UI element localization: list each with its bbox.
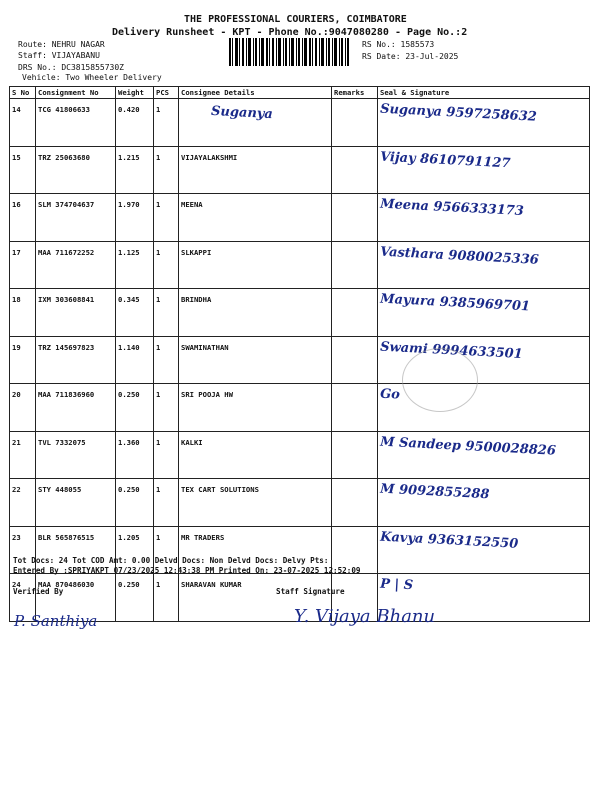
cell-pcs: 1 [154, 384, 179, 432]
verified-signature: P. Santhiya [14, 612, 98, 630]
cell-sno: 14 [10, 99, 36, 147]
cell-signature [378, 241, 590, 289]
cell-weight: 0.250 [116, 574, 154, 622]
delivery-stamp [402, 348, 478, 412]
cell-sno: 18 [10, 289, 36, 337]
col-consignee: Consignee Details [179, 87, 332, 99]
cell-signature [378, 146, 590, 194]
handwritten-signature: Swami 9994633501 [379, 339, 524, 362]
cell-signature [378, 431, 590, 479]
cell-consignee: MR TRADERS [179, 526, 332, 574]
table-row [10, 146, 590, 194]
cell-sno: 23 [10, 526, 36, 574]
cell-pcs: 1 [154, 431, 179, 479]
cell-sno: 24 [10, 574, 36, 622]
cell-consignment-no: IXM 303608841 [36, 289, 116, 337]
drs-number: DRS No.: DC3815855730Z [18, 63, 124, 72]
cell-consignment-no: MAA 711836960 [36, 384, 116, 432]
cell-signature [378, 289, 590, 337]
cell-consignment-no: BLR 565876515 [36, 526, 116, 574]
cell-pcs: 1 [154, 289, 179, 337]
cell-pcs: 1 [154, 574, 179, 622]
staff-label: Staff: VIJAYABANU [18, 51, 100, 60]
col-remarks: Remarks [332, 87, 378, 99]
verified-by-label: Verified By [13, 587, 64, 596]
cell-consignee: SRI POOJA HW [179, 384, 332, 432]
cell-consignment-no: TRZ 25063680 [36, 146, 116, 194]
cell-consignee: SWAMINATHAN [179, 336, 332, 384]
cell-consignment-no: TVL 7332075 [36, 431, 116, 479]
cell-weight: 1.125 [116, 241, 154, 289]
cell-remarks [332, 479, 378, 527]
cell-remarks [332, 289, 378, 337]
cell-pcs: 1 [154, 526, 179, 574]
runsheet-table [9, 86, 590, 622]
cell-remarks [332, 384, 378, 432]
handwritten-signature: Vijay 8610791127 [379, 149, 511, 171]
route-label: Route: NEHRU NAGAR [18, 40, 105, 49]
entered-by-line: Entered By :SPRIYAKPT 07/23/2025 12:43:38 PM Printed On: 23-07-2025 12:52:09 [13, 566, 361, 575]
cell-consignee [179, 99, 332, 147]
cell-remarks [332, 146, 378, 194]
col-pcs: PCS [154, 87, 179, 99]
cell-weight: 0.250 [116, 479, 154, 527]
rs-number: RS No.: 1585573 [362, 40, 435, 49]
handwritten-signature: Kavya 9363152550 [379, 529, 519, 552]
cell-sno: 22 [10, 479, 36, 527]
col-signature: Seal & Signature [378, 87, 590, 99]
cell-consignment-no: STY 448055 [36, 479, 116, 527]
cell-consignee: TEX CART SOLUTIONS [179, 479, 332, 527]
handwritten-signature: Mayura 9385969701 [379, 291, 531, 315]
table-row [10, 431, 590, 479]
cell-pcs: 1 [154, 479, 179, 527]
handwritten-consignee: Suganya [210, 103, 274, 123]
cell-sno: 19 [10, 336, 36, 384]
table-row [10, 99, 590, 147]
cell-consignment-no: SLM 374704637 [36, 194, 116, 242]
cell-sno: 21 [10, 431, 36, 479]
vehicle-label: Vehicle: Two Wheeler Delivery [22, 73, 162, 82]
cell-pcs: 1 [154, 146, 179, 194]
cell-pcs: 1 [154, 194, 179, 242]
cell-pcs: 1 [154, 336, 179, 384]
cell-weight: 1.360 [116, 431, 154, 479]
handwritten-signature: M 9092855288 [379, 481, 490, 503]
cell-weight: 1.205 [116, 526, 154, 574]
cell-weight: 0.345 [116, 289, 154, 337]
cell-signature [378, 194, 590, 242]
table-row [10, 241, 590, 289]
cell-consignment-no: MAA 870486030 [36, 574, 116, 622]
rs-date: RS Date: 23-Jul-2025 [362, 52, 459, 61]
handwritten-signature: Meena 9566333173 [379, 196, 525, 220]
staff-signature: Y. Vijaya Bhanu [294, 606, 436, 627]
cell-sno: 15 [10, 146, 36, 194]
cell-remarks [332, 431, 378, 479]
cell-consignee: KALKI [179, 431, 332, 479]
staff-signature-label: Staff Signature [276, 587, 345, 596]
cell-sno: 17 [10, 241, 36, 289]
cell-sno: 20 [10, 384, 36, 432]
handwritten-signature: Suganya 9597258632 [379, 101, 538, 125]
handwritten-signature: P | S [379, 576, 414, 594]
table-row [10, 194, 590, 242]
handwritten-signature: Go [379, 386, 401, 403]
cell-signature [378, 526, 590, 574]
cell-consignee: BRINDHA [179, 289, 332, 337]
cell-consignee: SHARAVAN KUMAR [179, 574, 332, 622]
cell-sno: 16 [10, 194, 36, 242]
totals-line: Tot Docs: 24 Tot COD Amt: 0.00 Delvd Docs: Non Delvd Docs: Delvy Pts: [13, 556, 329, 565]
table-row [10, 336, 590, 384]
cell-weight: 1.215 [116, 146, 154, 194]
table-row [10, 384, 590, 432]
col-consignment: Consignment No [36, 87, 116, 99]
col-sno: S No [10, 87, 36, 99]
table-header-row [10, 87, 590, 99]
runsheet-subtitle: Delivery Runsheet - KPT - Phone No.:9047080280 - Page No.:2 [112, 27, 468, 38]
cell-pcs: 1 [154, 241, 179, 289]
cell-weight: 1.140 [116, 336, 154, 384]
col-weight: Weight [116, 87, 154, 99]
cell-pcs: 1 [154, 99, 179, 147]
cell-consignee: MEENA [179, 194, 332, 242]
cell-consignment-no: TCG 41806633 [36, 99, 116, 147]
cell-remarks [332, 241, 378, 289]
cell-weight: 1.970 [116, 194, 154, 242]
table-row [10, 479, 590, 527]
handwritten-signature: M Sandeep 9500028826 [379, 434, 557, 459]
cell-consignee: VIJAYALAKSHMI [179, 146, 332, 194]
cell-signature [378, 99, 590, 147]
cell-consignment-no: MAA 711672252 [36, 241, 116, 289]
cell-remarks [332, 336, 378, 384]
cell-weight: 0.420 [116, 99, 154, 147]
cell-consignee: SLKAPPI [179, 241, 332, 289]
cell-remarks [332, 194, 378, 242]
barcode [229, 38, 349, 66]
cell-weight: 0.250 [116, 384, 154, 432]
handwritten-signature: Vasthara 9080025336 [379, 244, 540, 268]
cell-signature [378, 479, 590, 527]
company-name: THE PROFESSIONAL COURIERS, COIMBATORE [184, 14, 407, 25]
cell-remarks [332, 99, 378, 147]
cell-consignment-no: TRZ 145697823 [36, 336, 116, 384]
table-row [10, 289, 590, 337]
